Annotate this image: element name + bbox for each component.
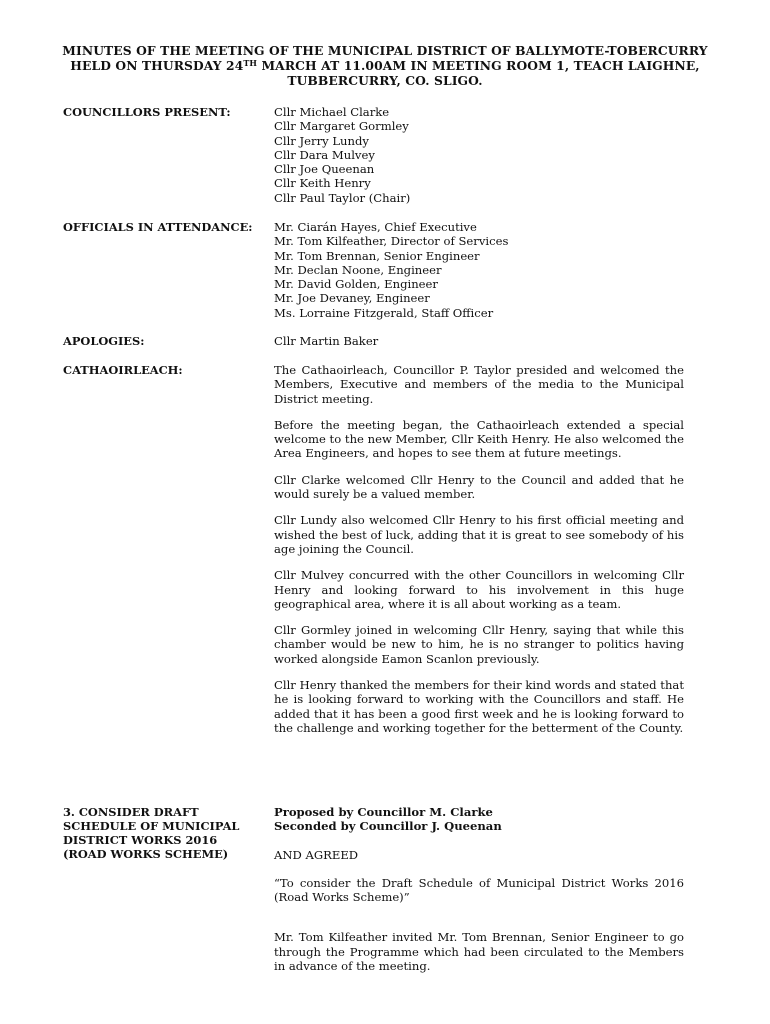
cathaoirleach-content bbox=[274, 363, 684, 745]
list-item: Cllr Keith Henry bbox=[274, 176, 371, 191]
list-item: Mr. Tom Brennan, Senior Engineer bbox=[274, 248, 480, 263]
list-item: Mr. Tom Kilfeather, Director of Services bbox=[274, 234, 509, 249]
list-item: Mr. Joe Devaney, Engineer bbox=[274, 291, 430, 306]
officials-label: OFFICIALS IN ATTENDANCE: bbox=[63, 220, 253, 234]
paragraph: Cllr Clarke welcomed Cllr Henry to the Council and added that he would surely be a valued member. bbox=[274, 472, 684, 502]
and-agreed: AND AGREED bbox=[274, 847, 359, 862]
list-item: Cllr Jerry Lundy bbox=[274, 133, 369, 148]
motion-text: “To consider the Draft Schedule of Municipal District Works 2016 (Road Works Scheme)” bbox=[274, 875, 684, 905]
title-line-1: MINUTES OF THE MEETING OF THE MUNICIPAL DISTRICT OF BALLYMOTE-TOBERCURRY bbox=[62, 43, 708, 58]
paragraph: Cllr Gormley joined in welcoming Cllr Henry, saying that while this chamber would be new to him, he is no stranger to politics having worked alongside Eamon Scanlon previously. bbox=[274, 623, 684, 666]
list-item: Cllr Michael Clarke bbox=[274, 105, 390, 119]
document-title bbox=[40, 43, 730, 88]
paragraph: The Cathaoirleach, Councillor P. Taylor presided and welcomed the Members, Executive and members of the media to the Municipal District meeting. bbox=[274, 363, 684, 406]
list-item: Cllr Paul Taylor (Chair) bbox=[274, 190, 411, 205]
cathaoirleach-label: CATHAOIRLEACH: bbox=[63, 363, 183, 377]
list-item: Cllr Margaret Gormley bbox=[274, 119, 409, 134]
councillors-label: COUNCILLORS PRESENT: bbox=[63, 105, 231, 119]
paragraph: Cllr Henry thanked the members for their kind words and stated that he is looking forward to working with the Councillors and staff. He added that it has been a good first week and he is looking forward to the challenge and working together for the betterment of the County. bbox=[274, 678, 684, 735]
paragraph: Cllr Lundy also welcomed Cllr Henry to his first official meeting and wished the best of luck, adding that it is great to see somebody of his age joining the Council. bbox=[274, 513, 684, 556]
title-line-3: TUBBERCURRY, CO. SLIGO. bbox=[287, 73, 483, 88]
paragraph: Before the meeting began, the Cathaoirleach extended a special welcome to the new Member, Cllr Keith Henry. He also welcomed the Area Engineers, and hopes to see them at future meetings. bbox=[274, 417, 684, 461]
apologies-label: APOLOGIES: bbox=[63, 334, 145, 348]
list-item: Mr. David Golden, Engineer bbox=[274, 277, 438, 292]
list-item: Ms. Lorraine Fitzgerald, Staff Officer bbox=[274, 305, 494, 320]
list-item: Mr. Declan Noone, Engineer bbox=[274, 262, 442, 277]
title-line-2: HELD ON THURSDAY 24TH MARCH AT 11.00AM IN MEETING ROOM 1, TEACH LAIGHNE, bbox=[70, 58, 700, 73]
officials-list bbox=[274, 220, 684, 320]
apologies-text: Cllr Martin Baker bbox=[274, 334, 379, 348]
list-item: Cllr Joe Queenan bbox=[274, 162, 375, 177]
list-item: Mr. Ciarán Hayes, Chief Executive bbox=[274, 220, 477, 234]
agenda-item-3-label: 3. CONSIDER DRAFT SCHEDULE OF MUNICIPAL DISTRICT WORKS 2016 (ROAD WORKS SCHEME) bbox=[63, 805, 240, 861]
list-item: Cllr Dara Mulvey bbox=[274, 147, 375, 162]
agenda-item-3-content bbox=[274, 805, 684, 983]
seconded-by: Seconded by Councillor J. Queenan bbox=[274, 819, 502, 834]
paragraph: Cllr Mulvey concurred with the other Councillors in welcoming Cllr Henry and looking forward to his involvement in this huge geographical area, where it is all about working as a team. bbox=[274, 568, 684, 611]
paragraph: Mr. Tom Kilfeather invited Mr. Tom Brennan, Senior Engineer to go through the Programme which had been circulated to the Members in advance of the meeting. bbox=[274, 930, 684, 974]
councillors-list bbox=[274, 105, 684, 205]
proposed-by: Proposed by Councillor M. Clarke bbox=[274, 805, 493, 819]
